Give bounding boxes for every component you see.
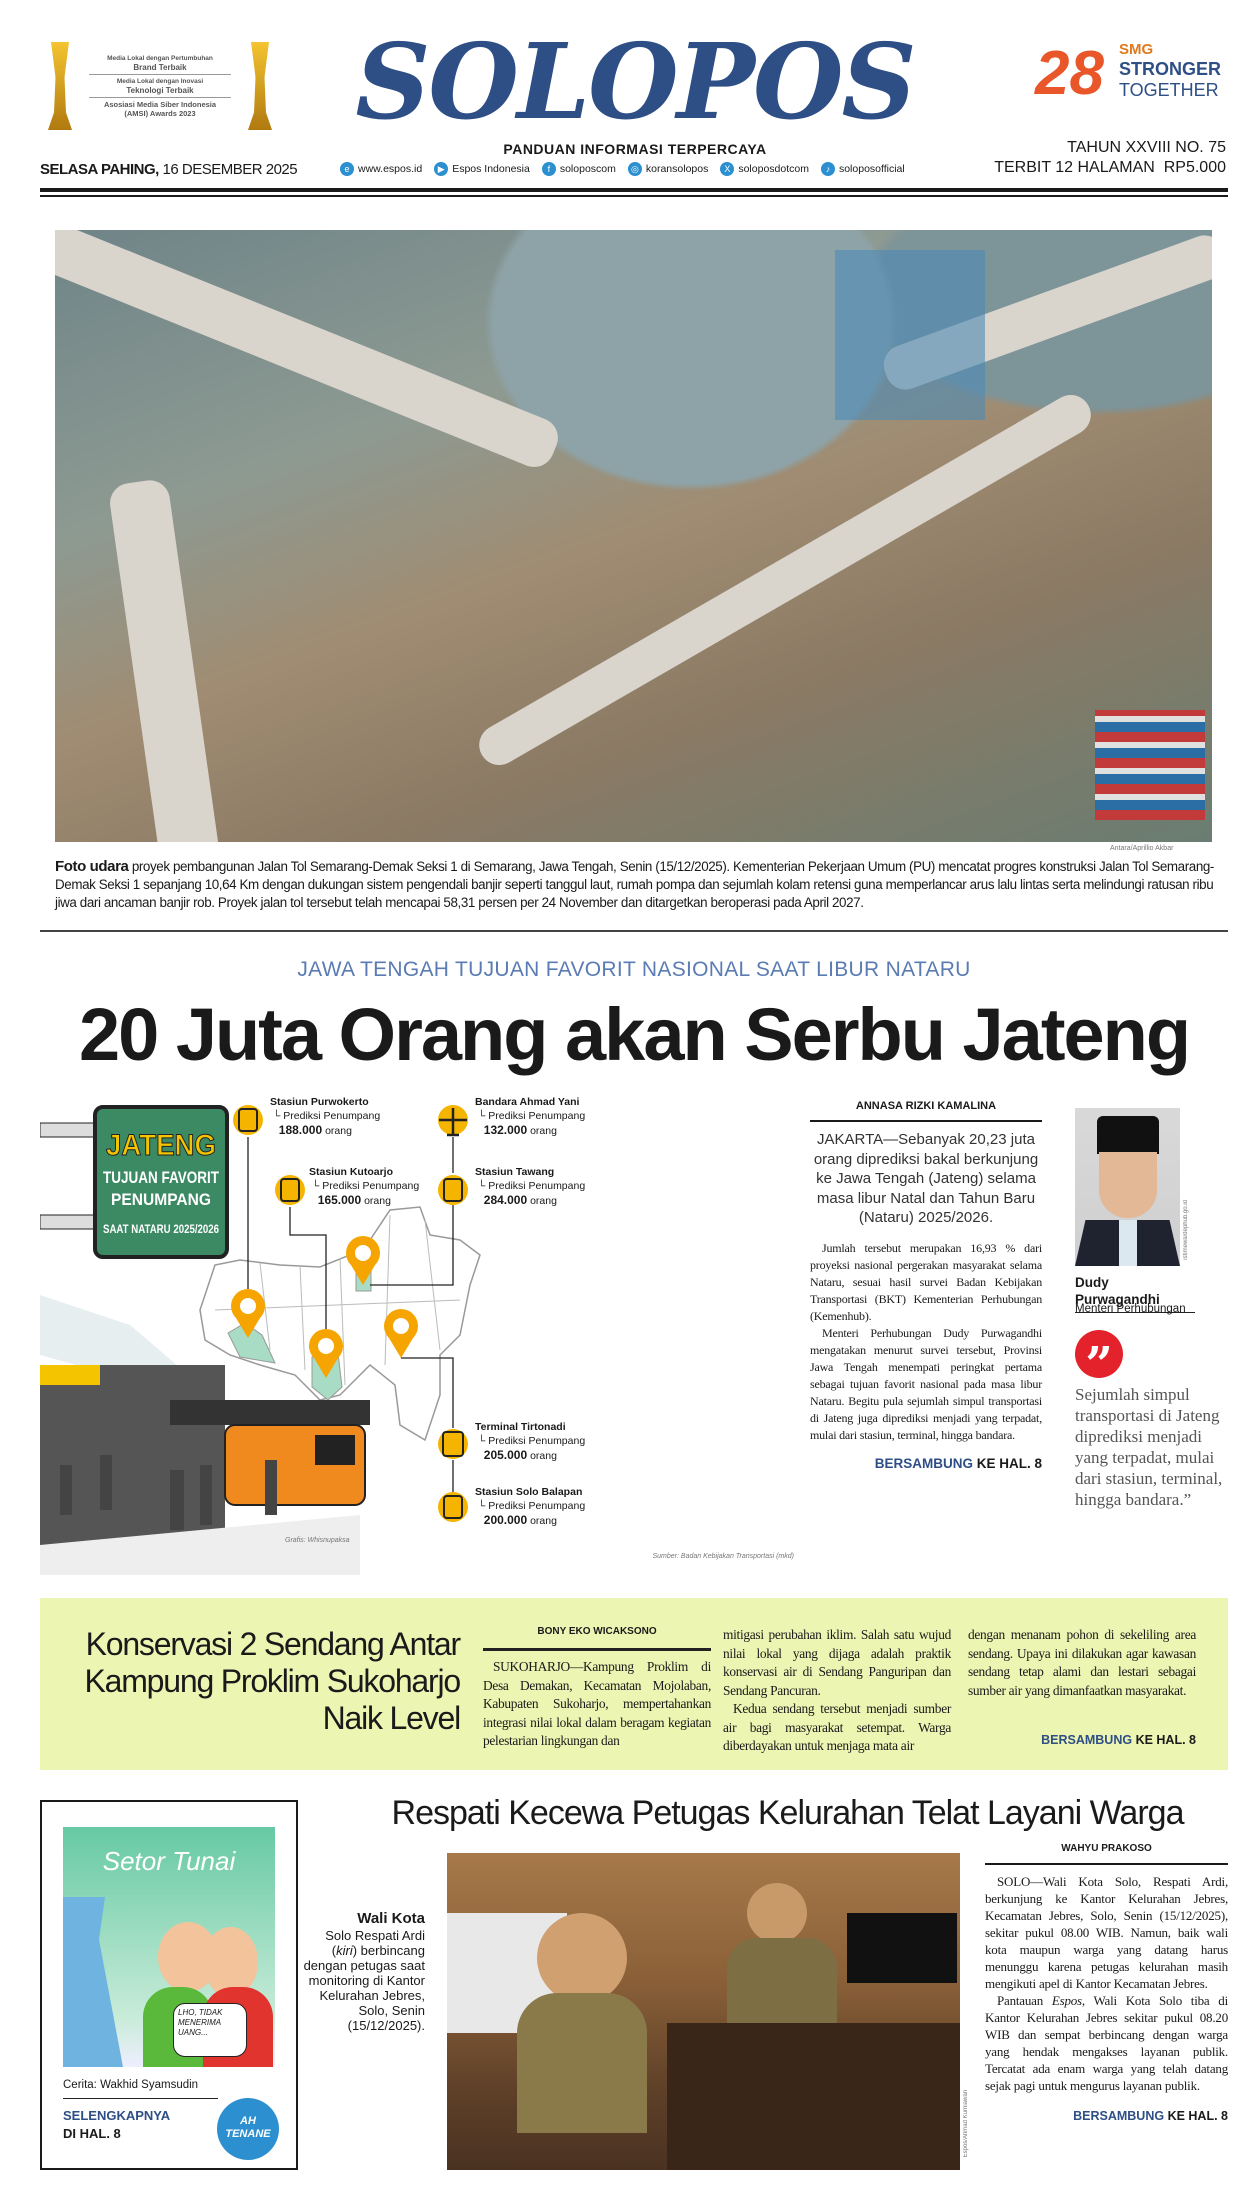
hub-label: Bandara Ahmad Yani └ Prediksi Penumpang 132.000 orang xyxy=(475,1096,586,1137)
youtube-icon: ▶ xyxy=(434,162,448,176)
anniversary-logo xyxy=(1035,38,1225,113)
prediction-label: Prediksi Penumpang xyxy=(488,1180,586,1192)
infographic-art xyxy=(40,1095,800,1575)
ah-tenane-badge: AH TENANE xyxy=(217,2098,279,2160)
cartoon-story-credit: Cerita: Wakhid Syamsudin xyxy=(63,2078,218,2099)
hub-value: 165.000 xyxy=(317,1193,362,1207)
caption-text: proyek pembangunan Jalan Tol Semarang-Demak Seksi 1 di Semarang, Jawa Tengah, Senin (15/12/2025). Kementerian Pekerjaan Umum (PU) mencatat progres konstruksi Jalan Tol Semarang-Demak Seksi 1 sepanjang 10,64 Km dengan dukungan sistem pengendali banjir seperti tanggul laut, rumah pompa dan sejumlah kolam retensi guna memperlancar arus lalu lintas serta melindungi ratusan ribu jiwa dari ancaman banjir rob. Proyek jalan tol tersebut telah mencapai 58,31 persen per 24 November dan ditargetkan beroperasi pada April 2027. xyxy=(55,859,1214,910)
social-link-tiktok[interactable] xyxy=(821,162,905,176)
photo-caption xyxy=(300,1910,425,2033)
story-column xyxy=(723,1626,951,1756)
award-line: Teknologi Terbaik xyxy=(126,86,194,95)
continued-link[interactable] xyxy=(968,1732,1196,1748)
prediction-label: Prediksi Penumpang xyxy=(488,1110,586,1122)
award-line: (AMSI) Awards 2023 xyxy=(124,109,196,118)
x-icon: X xyxy=(720,162,734,176)
award-badge xyxy=(45,40,275,132)
story-box-sendang xyxy=(40,1598,1228,1770)
hub-name: Stasiun Purwokerto xyxy=(270,1096,369,1108)
continued-label: BERSAMBUNG xyxy=(1041,1733,1133,1747)
byline: WAHYU PRAKOSO xyxy=(985,1843,1228,1865)
tagline: PANDUAN INFORMASI TERPERCAYA xyxy=(503,141,767,157)
award-line: Asosiasi Media Siber Indonesia xyxy=(103,100,217,109)
hub-name: Terminal Tirtonadi xyxy=(475,1421,566,1433)
sign-line: TUJUAN FAVORIT xyxy=(103,1168,220,1187)
pull-quote: Sejumlah simpul transportasi di Jateng diprediksi menjadi yang terpadat, mulai dari stasiun, terminal, hingga bandara.” xyxy=(1075,1385,1223,1509)
award-line: Media Lokal dengan Pertumbuhan xyxy=(107,55,213,62)
continued-link[interactable] xyxy=(985,2108,1228,2124)
photo-credit: Antara/Aprillio Akbar xyxy=(1110,845,1174,852)
byline: BONY EKO WICAKSONO xyxy=(483,1626,711,1651)
sign-line: PENUMPANG xyxy=(111,1190,211,1209)
text-italic: Espos xyxy=(1051,1993,1082,2008)
newspaper-logo[interactable]: SOLOPOS xyxy=(355,20,915,143)
paragraph: SOLO—Wali Kota Solo, Respati Ardi, berkunjung ke Kantor Kelurahan Jebres, Kecamatan Jebres, Solo, Senin (15/12/2025), sekitar pukul 08.00 WIB. Namun, baik wali kota maupun warga yang datang harus menunggu karena petugas kelurahan masih mengikuti apel di Kantor Kecamatan Jebres. xyxy=(985,1874,1228,1991)
social-link-instagram[interactable] xyxy=(628,162,708,176)
continued-link[interactable] xyxy=(810,1456,1042,1472)
lead-headline[interactable]: 20 Juta Orang akan Serbu Jateng xyxy=(78,993,1190,1076)
story3-article xyxy=(985,1843,1228,2124)
issue-info xyxy=(994,138,1226,178)
social-label: soloposcom xyxy=(559,162,616,175)
tiktok-icon: ♪ xyxy=(821,162,835,176)
text: Pantauan xyxy=(997,1993,1052,2008)
cartoon-box xyxy=(40,1800,298,2170)
mayor-visit-photo[interactable] xyxy=(447,1853,960,2170)
social-label: soloposofficial xyxy=(838,162,905,175)
hub-value: 132.000 xyxy=(483,1123,528,1137)
hub-value: 284.000 xyxy=(483,1193,528,1207)
hub-name: Stasiun Solo Balapan xyxy=(475,1486,583,1498)
divider xyxy=(40,195,1228,197)
divider xyxy=(40,188,1228,192)
caption-text: ) berbincang dengan petugas saat monitoring di Kantor Kelurahan Jebres, Solo, Senin (15/12/2025). xyxy=(303,1943,425,2033)
prediction-label: Prediksi Penumpang xyxy=(488,1435,586,1447)
continued-page: KE HAL. 8 xyxy=(972,1455,1042,1471)
hub-value: 200.000 xyxy=(483,1513,528,1527)
social-label: www.espos.id xyxy=(358,162,423,175)
source-credit: Sumber: Badan Kebijakan Transportasi (mkd) xyxy=(652,1553,794,1560)
profile-photo-credit: istimewa/dephub.go.id xyxy=(1183,1200,1189,1260)
social-label: Espos Indonesia xyxy=(452,162,530,175)
caption-lead: Foto udara xyxy=(55,858,129,875)
story-headline[interactable]: Konservasi 2 Sendang Antar Kampung Proklim Sukoharjo Naik Level xyxy=(84,1626,460,1736)
globe-icon: e xyxy=(340,162,354,176)
hub-value: 205.000 xyxy=(483,1448,528,1462)
hub-name: Bandara Ahmad Yani xyxy=(475,1096,580,1108)
paragraph: Kedua sendang tersebut menjadi sumber air bagi masyarakat setempat. Warga diberdayakan untuk menjaga mata air xyxy=(723,1701,951,1753)
paragraph: Menteri Perhubungan Dudy Purwagandhi mengatakan menurut survei tersebut, Provinsi Jawa Tengah menempati peringkat pertama sebagai tujuan favorit nasional pada masa libur Nataru. Begitu pula sejumlah simpul transportasi di Jateng juga diprediksi menjadi yang terpadat, mulai dari stasiun, terminal, hingga bandara. xyxy=(810,1325,1042,1442)
trophy-icon xyxy=(45,42,75,130)
photo-caption xyxy=(55,858,1215,912)
social-link-x[interactable] xyxy=(720,162,809,176)
unit: orang xyxy=(530,1195,557,1207)
hub-label: Stasiun Tawang └ Prediksi Penumpang 284.000 orang xyxy=(475,1166,586,1207)
profile-name: Dudy Purwagandhi xyxy=(1075,1274,1195,1313)
quote-icon: ” xyxy=(1075,1330,1123,1378)
unit: orang xyxy=(364,1195,391,1207)
award-line: Media Lokal dengan Inovasi xyxy=(116,78,204,85)
jateng-sign xyxy=(95,1107,227,1257)
unit: orang xyxy=(325,1125,352,1137)
date: 16 DESEMBER 2025 xyxy=(162,161,298,178)
text: , Wali Kota Solo tiba di Kantor Kelurahan Jebres sekitar pukul 08.20 WIB dan sempat berbincang dengan warga yang hendak mengakses layanan publik. Tercatat ada enam warga yang telah datang sejak pagi untuk mengurus layanan publik. xyxy=(985,1993,1228,2093)
caption-italic: kiri xyxy=(336,1943,353,1958)
article-body xyxy=(985,1873,1228,2094)
paragraph xyxy=(985,1992,1228,2094)
paragraph: Jumlah tersebut merupakan 16,93 % dari proyeksi nasional pergerakan masyarakat selama Nataru, sesuai hasil survei Badan Kebijakan Transportasi (BKT) Kementerian Perhubungan (Kemenhub). xyxy=(810,1240,1042,1323)
social-link-web[interactable] xyxy=(340,162,422,176)
unit: orang xyxy=(530,1450,557,1462)
instagram-icon: ◎ xyxy=(628,162,642,176)
graphic-credit: Grafis: Whisnupaksa xyxy=(285,1537,350,1544)
cartoon-image[interactable] xyxy=(63,1827,275,2067)
social-links xyxy=(340,162,905,176)
social-link-facebook[interactable] xyxy=(542,162,616,176)
anniversary-brand: SMG xyxy=(1119,41,1154,58)
story-column: SUKOHARJO—Kampung Proklim di Desa Demakan, Kecamatan Mojolaban, Kabupaten Sukoharjo, mempertahankan integrasi nilai lokal dalam beragam kegiatan pelestarian lingkungan dan xyxy=(483,1659,711,1748)
caption-text: Solo Respati Ardi ( xyxy=(325,1928,425,1958)
continued-label: BERSAMBUNG xyxy=(874,1455,973,1471)
lead-article xyxy=(810,1100,1042,1472)
hub-label: Stasiun Solo Balapan └ Prediksi Penumpang 200.000 orang xyxy=(475,1486,586,1527)
photo-credit: Espos/Ahmad Kurniawan xyxy=(963,2090,969,2158)
social-label: koransolopos xyxy=(645,162,709,175)
continued-label: BERSAMBUNG xyxy=(1073,2109,1165,2123)
anniversary-line: STRONGER xyxy=(1119,59,1222,79)
prediction-label: Prediksi Penumpang xyxy=(322,1180,420,1192)
hub-name: Stasiun Tawang xyxy=(475,1166,555,1178)
prediction-label: Prediksi Penumpang xyxy=(283,1110,381,1122)
article-body xyxy=(810,1240,1042,1444)
unit: orang xyxy=(530,1515,557,1527)
sign-line: SAAT NATARU 2025/2026 xyxy=(103,1222,220,1236)
story-headline[interactable]: Respati Kecewa Petugas Kelurahan Telat Layani Warga xyxy=(391,1794,1184,1832)
speech-bubble: LHO, TIDAK MENERIMA UANG... xyxy=(173,2003,247,2057)
anniversary-number: 28 xyxy=(1035,39,1104,108)
hub-name: Stasiun Kutoarjo xyxy=(309,1166,394,1178)
divider xyxy=(40,930,1228,932)
kicker: JAWA TENGAH TUJUAN FAVORIT NASIONAL SAAT LIBUR NATARU xyxy=(297,958,971,981)
social-label: soloposdotcom xyxy=(738,162,809,175)
date-day: SELASA PAHING, xyxy=(40,161,159,178)
continued-page: KE HAL. 8 xyxy=(1164,2109,1228,2123)
story-column: dengan menanam pohon di sekeliling area sendang. Upaya ini dilakukan agar kawasan sendang tetap alami dan lestari sebagai sumber air yang dimanfaatkan masyarakat. xyxy=(968,1627,1196,1698)
more-page: DI HAL. 8 xyxy=(63,2126,121,2141)
social-link-youtube[interactable] xyxy=(434,162,530,176)
caption-lead: Wali Kota xyxy=(357,1910,425,1927)
aerial-photo-toll-road[interactable] xyxy=(55,230,1212,842)
sign-line: JATENG xyxy=(106,1129,216,1162)
lead-paragraph: JAKARTA—Sebanyak 20,23 juta orang diprediksi bakal berkunjung ke Jawa Tengah (Jateng) selama masa libur Natal dan Tahun Baru (Nataru) 2025/2026. xyxy=(813,1131,1039,1226)
hub-label: Stasiun Kutoarjo └ Prediksi Penumpang 165.000 orang xyxy=(309,1166,420,1207)
edition-date xyxy=(40,161,297,178)
anniversary-line: TOGETHER xyxy=(1119,80,1219,100)
prediction-label: Prediksi Penumpang xyxy=(488,1500,586,1512)
continued-page: KE HAL. 8 xyxy=(1132,1733,1196,1747)
profile-role: Menteri Perhubungan xyxy=(1075,1303,1186,1315)
cartoon-title: Setor Tunai xyxy=(102,1846,236,1876)
trophy-icon xyxy=(245,42,275,130)
byline: ANNASA RIZKI KAMALINA xyxy=(810,1100,1042,1122)
profile-photo xyxy=(1075,1108,1180,1266)
paragraph: mitigasi perubahan iklim. Salah satu wujud nilai lokal yang dijaga adalah praktik konservasi air di Sendang Panguripan dan Sendang Pancuran. xyxy=(723,1627,951,1698)
facebook-icon: f xyxy=(542,162,556,176)
more-label: SELENGKAPNYA xyxy=(63,2108,171,2123)
issue-number: TAHUN XXVIII NO. 75 xyxy=(1067,139,1226,156)
hub-label: Stasiun Purwokerto └ Prediksi Penumpang 188.000 orang xyxy=(270,1096,381,1137)
award-line: Brand Terbaik xyxy=(133,63,187,72)
cartoon-more-link[interactable] xyxy=(63,2107,170,2143)
hub-label: Terminal Tirtonadi └ Prediksi Penumpang 205.000 orang xyxy=(475,1421,586,1462)
hub-value: 188.000 xyxy=(278,1123,323,1137)
pages-price: TERBIT 12 HALAMAN RP5.000 xyxy=(994,159,1226,176)
unit: orang xyxy=(530,1125,557,1137)
award-text xyxy=(75,54,245,118)
infographic xyxy=(40,1095,800,1575)
